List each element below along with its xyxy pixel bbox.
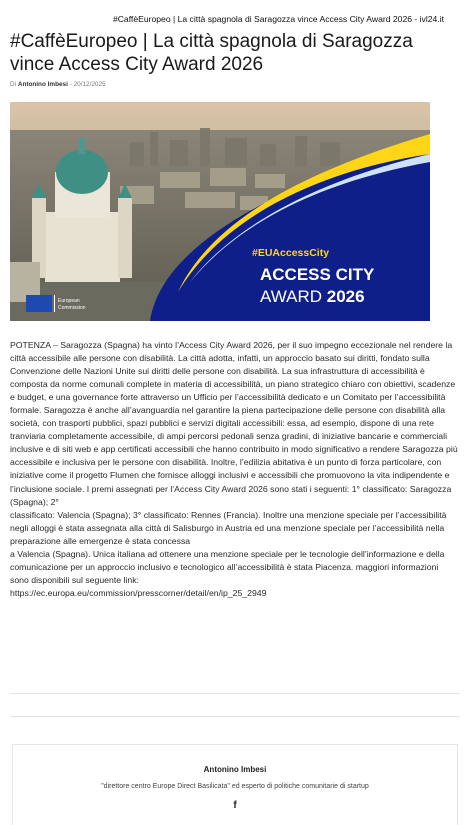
author-link[interactable]: Antonino Imbesi [17,81,68,88]
byline-separator: - [69,81,72,88]
article-body: POTENZA – Saragozza (Spagna) ha vinto l’Access City Award 2026, per il suo impegno eccezionale nel rendere la città accessibile alle persone con disabilità. La città adotta, infatti, un approccio basato sui diritti, fondato sulla Convenzione delle Nazioni Unite sui diritti delle persone con disabilità. La sua infrastruttura di accessibilità è composta da norme comunali complete in materia di accessibilità, un piano strategico chiaro con obiettivi, scadenze e budget, e una governance forte attraverso un Ufficio per l’accessibilità dedicato e un Comitato per l’accessibilità formale. Saragozza è anche all’avanguardia nel garantire la piena partecipazione delle persone con disabilità alla società, con trasporti pubblici, spazi pubblici e servizi digitali accessibili: essa, ad esempio, dispone di una rete tranviaria completamente accessibile, di ampi percorsi pedonali senza gradini, di iniziative bancarie e commerciali inclusive e di siti web e app certificati accessibili che hanno contribuito in modo significativo a rendere Saragozza più accessibile e inclusiva per le persone con disabilità. Inoltre, l’edilizia abitativa è un punto di forza particolare, con iniziative come il progetto Flumen che fornisce alloggi inclusivi e accessibili che promuovono la vita indipendente e l’inclusione sociale. I premi assegnati per l’Access City Award 2026 sono stati i seguenti: 1° classificato: Saragozza (Spagna); 2° classificato: Valencia (Spagna); 3° classificato: Rennes (Francia). Inoltre una menzione speciale per l’accessibilità negli alloggi è stata assegnata alla città di Salisburgo in Austria ed una menzione speciale per l’accessibilità nella preparazione alle emergenze è stata concessa a Valencia (Spagna). Unica italiana ad ottenere una menzione speciale per le tecnologie dell’informazione e della comunicazione per un approccio inclusivo e tecnologico all’accessibilità è stata Piacenza. maggiori informazioni sono disponibili sul seguente link: https://ec.europa.eu/commission/presscorner/detail/en/ip_25_2949 [10,340,458,598]
ec-logo-icon [26,295,52,312]
article-title: #CaffèEuropeo | La città spagnola di Saragozza vince Access City Award 2026 [10,31,413,75]
article-date: 20/12/2025 [73,81,106,88]
award-hashtag: #EUAccessCity [252,247,330,259]
award-line1: ACCESS CITY [260,265,375,284]
facebook-icon[interactable]: f [233,800,237,811]
ec-logo-line2: Commission [58,305,86,311]
author-box [12,744,458,825]
author-box-description: "direttore centro Europe Direct Basilicata" ed esperto di politiche comunitarie di startup [101,783,369,790]
divider [10,716,460,717]
award-line2 [260,287,365,306]
byline [10,81,106,88]
award-year: 2026 [326,287,365,306]
ec-logo-line1: European [58,298,80,304]
page-header-title: #CaffèEuropeo | La città spagnola di Saragozza vince Access City Award 2026 - ivl24.it [112,14,444,24]
hero-image [10,102,430,321]
award-word: AWARD [260,287,323,306]
byline-prefix: Di [10,81,17,88]
divider [10,693,460,694]
author-box-name[interactable]: Antonino Imbesi [203,765,267,774]
